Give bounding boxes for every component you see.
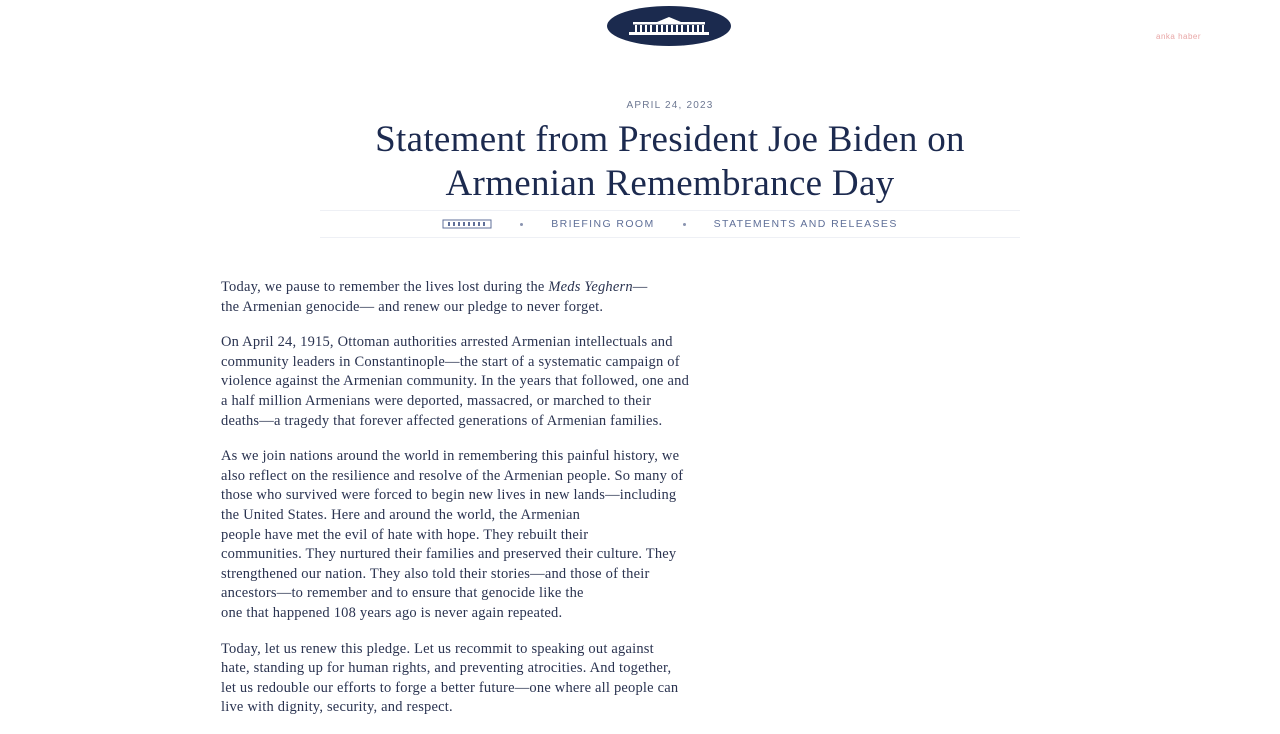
line-segment: Today, we pause to remember the lives lost during the — [221, 279, 549, 295]
article-body — [221, 278, 1121, 734]
white-house-icon — [623, 15, 715, 37]
breadcrumb-statements-and-releases[interactable]: STATEMENTS AND RELEASES — [713, 218, 898, 230]
title-line: Armenian Remembrance Day — [445, 163, 895, 204]
line-segment: — — [632, 279, 648, 295]
paragraph-line — [221, 278, 1121, 298]
white-house-logo[interactable] — [607, 6, 731, 46]
paragraph-line: the United States. Here and around the world, the Armenian — [221, 506, 581, 523]
paragraph-line: the Armenian genocide— and renew our pledge to never forget. — [221, 298, 604, 315]
publish-date: APRIL 24, 2023 — [626, 100, 714, 111]
paragraph-line: deaths—a tragedy that forever affected generations of Armenian families. — [221, 412, 663, 429]
breadcrumb — [320, 210, 1020, 238]
paragraph-line: a half million Armenians were deported, massacred, or marched to their — [221, 392, 652, 409]
separator-dot — [683, 223, 686, 226]
paragraph-line: ancestors—to remember and to ensure that genocide like the — [221, 585, 584, 602]
title-line: Statement from President Joe Biden on — [375, 119, 965, 160]
paragraph-line: Today, let us renew this pledge. Let us recommit to speaking out against — [221, 640, 654, 657]
paragraph-line: communities. They nurtured their families and preserved their culture. They — [221, 546, 677, 563]
paragraph-line: On April 24, 1915, Ottoman authorities arrested Armenian intellectuals and — [221, 334, 673, 351]
paragraph-line: those who survived were forced to begin new lives in new lands—including — [221, 487, 677, 504]
paragraph-line: let us redouble our efforts to forge a better future—one where all people can — [221, 679, 679, 696]
italic-term: Meds Yeghern — [548, 279, 633, 295]
page-title — [40, 118, 1280, 206]
watermark-text: anka haber — [1156, 32, 1202, 41]
article-paragraph — [221, 278, 1121, 317]
paragraph-line: community leaders in Constantinople—the start of a systematic campaign of — [221, 353, 680, 370]
paragraph-line: also reflect on the resilience and resolve of the Armenian people. So many of — [221, 467, 684, 484]
paragraph-line: hate, standing up for human rights, and preventing atrocities. And together, — [221, 660, 672, 677]
article-paragraph — [221, 640, 1121, 718]
paragraph-line: people have met the evil of hate with hope. They rebuilt their — [221, 526, 589, 543]
article-paragraph — [221, 333, 1121, 431]
paragraph-line: violence against the Armenian community. In the years that followed, one and — [221, 373, 690, 390]
white-house-icon[interactable] — [442, 219, 492, 229]
paragraph-line: live with dignity, security, and respect. — [221, 699, 453, 716]
breadcrumb-briefing-room[interactable]: BRIEFING ROOM — [551, 218, 655, 230]
paragraph-line: As we join nations around the world in remembering this painful history, we — [221, 448, 680, 465]
separator-dot — [520, 223, 523, 226]
article-paragraph — [221, 447, 1121, 623]
paragraph-line: one that happened 108 years ago is never again repeated. — [221, 604, 563, 621]
paragraph-line: strengthened our nation. They also told their stories—and those of their — [221, 565, 650, 582]
